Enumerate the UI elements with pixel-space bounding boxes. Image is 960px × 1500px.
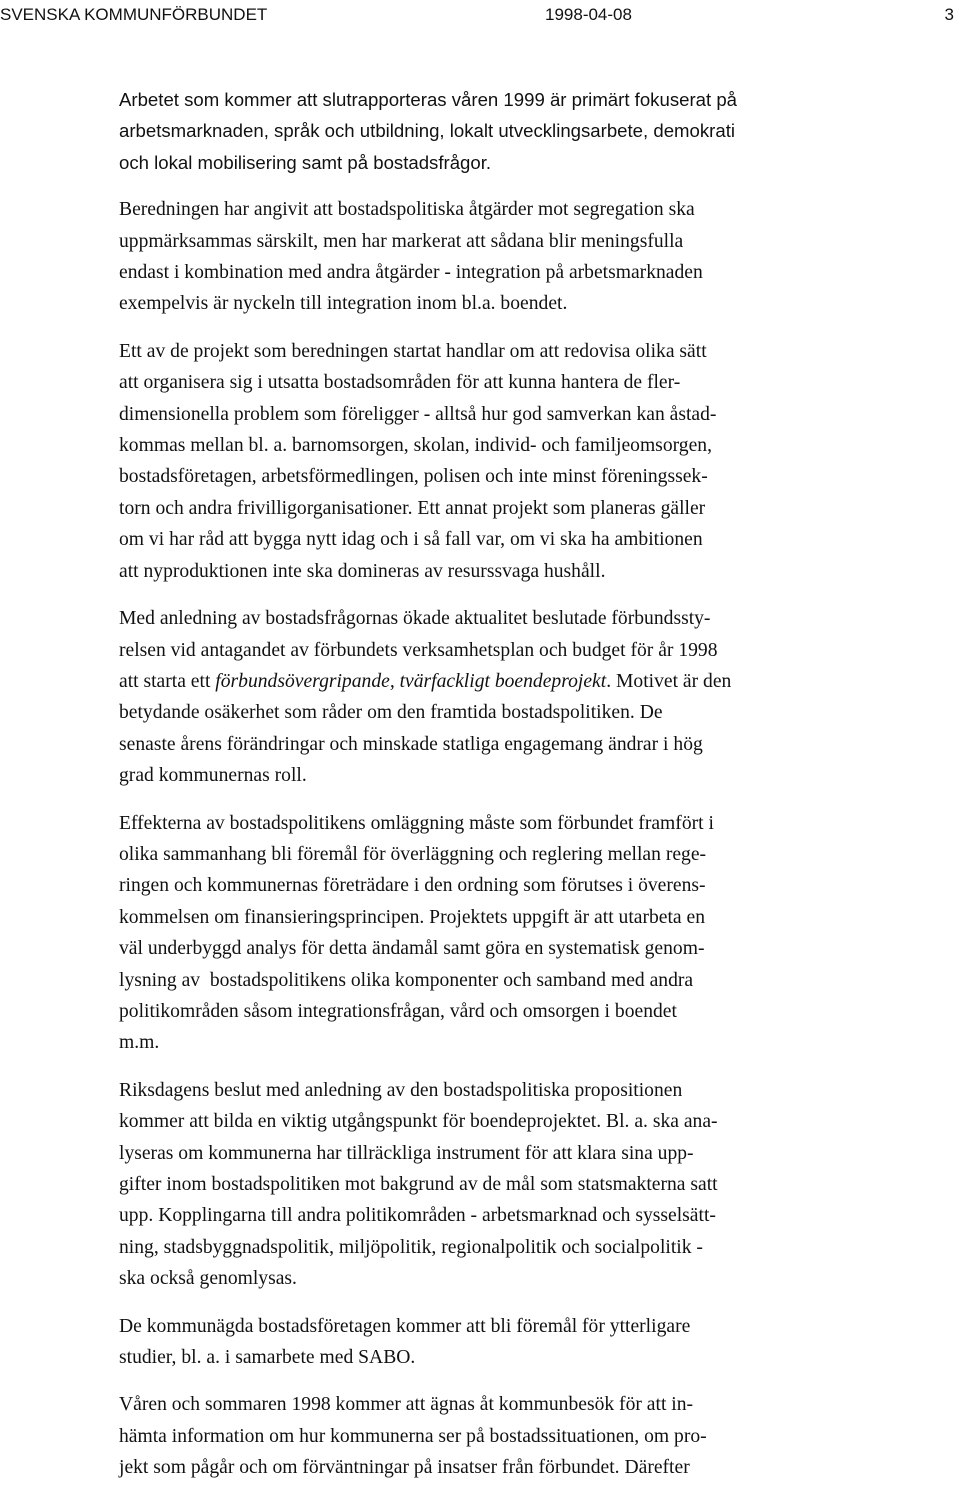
text-line: politikområden såsom integrationsfrågan, vård och omsorgen i boendet	[119, 1000, 677, 1022]
header-organization: SVENSKA KOMMUNFÖRBUNDET	[0, 5, 268, 24]
text-segment: att starta ett	[119, 670, 216, 692]
text-line: jekt som pågår och om förväntningar på insatser från förbundet. Därefter	[119, 1457, 690, 1479]
page-header	[0, 3, 960, 27]
text-line: grad kommunernas roll.	[119, 765, 307, 787]
paragraph-7	[119, 1311, 909, 1374]
paragraph-6	[119, 1075, 909, 1295]
text-line: betydande osäkerhet som råder om den framtida bostadspolitiken. De	[119, 702, 663, 724]
project-name-emphasis: förbundsövergripande, tvärfackligt boendeprojekt	[215, 670, 607, 692]
text-line: endast i kombination med andra åtgärder - integration på arbetsmarknaden	[119, 262, 703, 284]
paragraph-8	[119, 1389, 909, 1483]
text-line: relsen vid antagandet av förbundets verksamhetsplan och budget för år 1998	[119, 639, 718, 661]
text-line: bostadsföretagen, arbetsförmedlingen, polisen och inte minst föreningssek-	[119, 466, 708, 488]
text-line: Med anledning av bostadsfrågornas ökade aktualitet beslutade förbundssty-	[119, 608, 711, 630]
text-line: olika sammanhang bli föremål för överläggning och reglering mellan rege-	[119, 843, 707, 865]
text-line: m.m.	[119, 1032, 160, 1054]
text-line: Effekterna av bostadspolitikens omläggning måste som förbundet framfört i	[119, 812, 714, 834]
text-line: ska också genomlysas.	[119, 1268, 297, 1290]
header-date: 1998-04-08	[545, 5, 632, 24]
text-line: Ett av de projekt som beredningen startat handlar om att redovisa olika sätt	[119, 340, 707, 362]
text-line: upp. Kopplingarna till andra politikområden - arbetsmarknad och sysselsätt-	[119, 1205, 716, 1227]
text-line: dimensionella problem som föreligger - alltså hur god samverkan kan åstad-	[119, 403, 717, 425]
paragraph-2	[119, 194, 909, 320]
text-line: om vi har råd att bygga nytt idag och i så fall var, om vi ska ha ambitionen	[119, 529, 703, 551]
text-line: Riksdagens beslut med anledning av den bostadspolitiska propositionen	[119, 1079, 683, 1101]
text-line: Våren och sommaren 1998 kommer att ägnas åt kommunbesök för att in-	[119, 1394, 694, 1416]
paragraph-3	[119, 336, 909, 587]
text-line: att nyproduktionen inte ska domineras av resurssvaga hushåll.	[119, 560, 606, 582]
text-line: Beredningen har angivit att bostadspolitiska åtgärder mot segregation ska	[119, 199, 695, 221]
text-line: gifter inom bostadspolitiken mot bakgrund av de mål som statsmakterna satt	[119, 1174, 718, 1195]
text-line: arbetsmarknaden, språk och utbildning, lokalt utvecklingsarbete, demokrati	[119, 120, 735, 142]
paragraph-4	[119, 603, 909, 791]
header-page-number: 3	[944, 5, 954, 24]
text-line: studier, bl. a. i samarbete med SABO.	[119, 1347, 416, 1369]
text-line: att organisera sig i utsatta bostadsområden för att kunna hantera de fler-	[119, 372, 681, 394]
text-line: ringen och kommunernas företrädare i den ordning som förutses i överens-	[119, 875, 706, 897]
text-line: hämta information om hur kommunerna ser på bostadssituationen, om pro-	[119, 1425, 707, 1447]
text-line: Arbetet som kommer att slutrapporteras våren 1999 är primärt fokuserat på	[119, 89, 737, 110]
text-line: väl underbyggd analys för detta ändamål samt göra en systematisk genom-	[119, 938, 705, 960]
text-line: De kommunägda bostadsföretagen kommer att bli föremål för ytterligare	[119, 1315, 691, 1337]
text-line	[119, 666, 909, 697]
text-line: lysning av bostadspolitikens olika komponenter och samband med andra	[119, 969, 694, 991]
document-body	[119, 84, 909, 1500]
text-line: kommer att bilda en viktig utgångspunkt för boendeprojektet. Bl. a. ska ana-	[119, 1111, 718, 1133]
paragraph-5	[119, 808, 909, 1059]
text-line: kommas mellan bl. a. barnomsorgen, skolan, individ- och familjeomsorgen,	[119, 435, 712, 457]
text-line: kommelsen om finansieringsprincipen. Projektets uppgift är att utarbeta en	[119, 906, 706, 928]
text-line: uppmärksammas särskilt, men har markerat att sådana blir meningsfulla	[119, 230, 684, 252]
text-line: ning, stadsbyggnadspolitik, miljöpolitik, regionalpolitik och socialpolitik -	[119, 1236, 703, 1258]
text-line: lyseras om kommunerna har tillräckliga instrument för att klara sina upp-	[119, 1142, 694, 1164]
text-line: och lokal mobilisering samt på bostadsfrågor.	[119, 151, 492, 173]
text-segment: . Motivet är den	[606, 670, 732, 692]
text-line: torn och andra frivilligorganisationer. Ett annat projekt som planeras gäller	[119, 497, 706, 519]
text-line: senaste årens förändringar och minskade statliga engagemang ändrar i hög	[119, 733, 703, 755]
paragraph-1	[119, 84, 909, 178]
text-line: exempelvis är nyckeln till integration inom bl.a. boendet.	[119, 293, 568, 315]
